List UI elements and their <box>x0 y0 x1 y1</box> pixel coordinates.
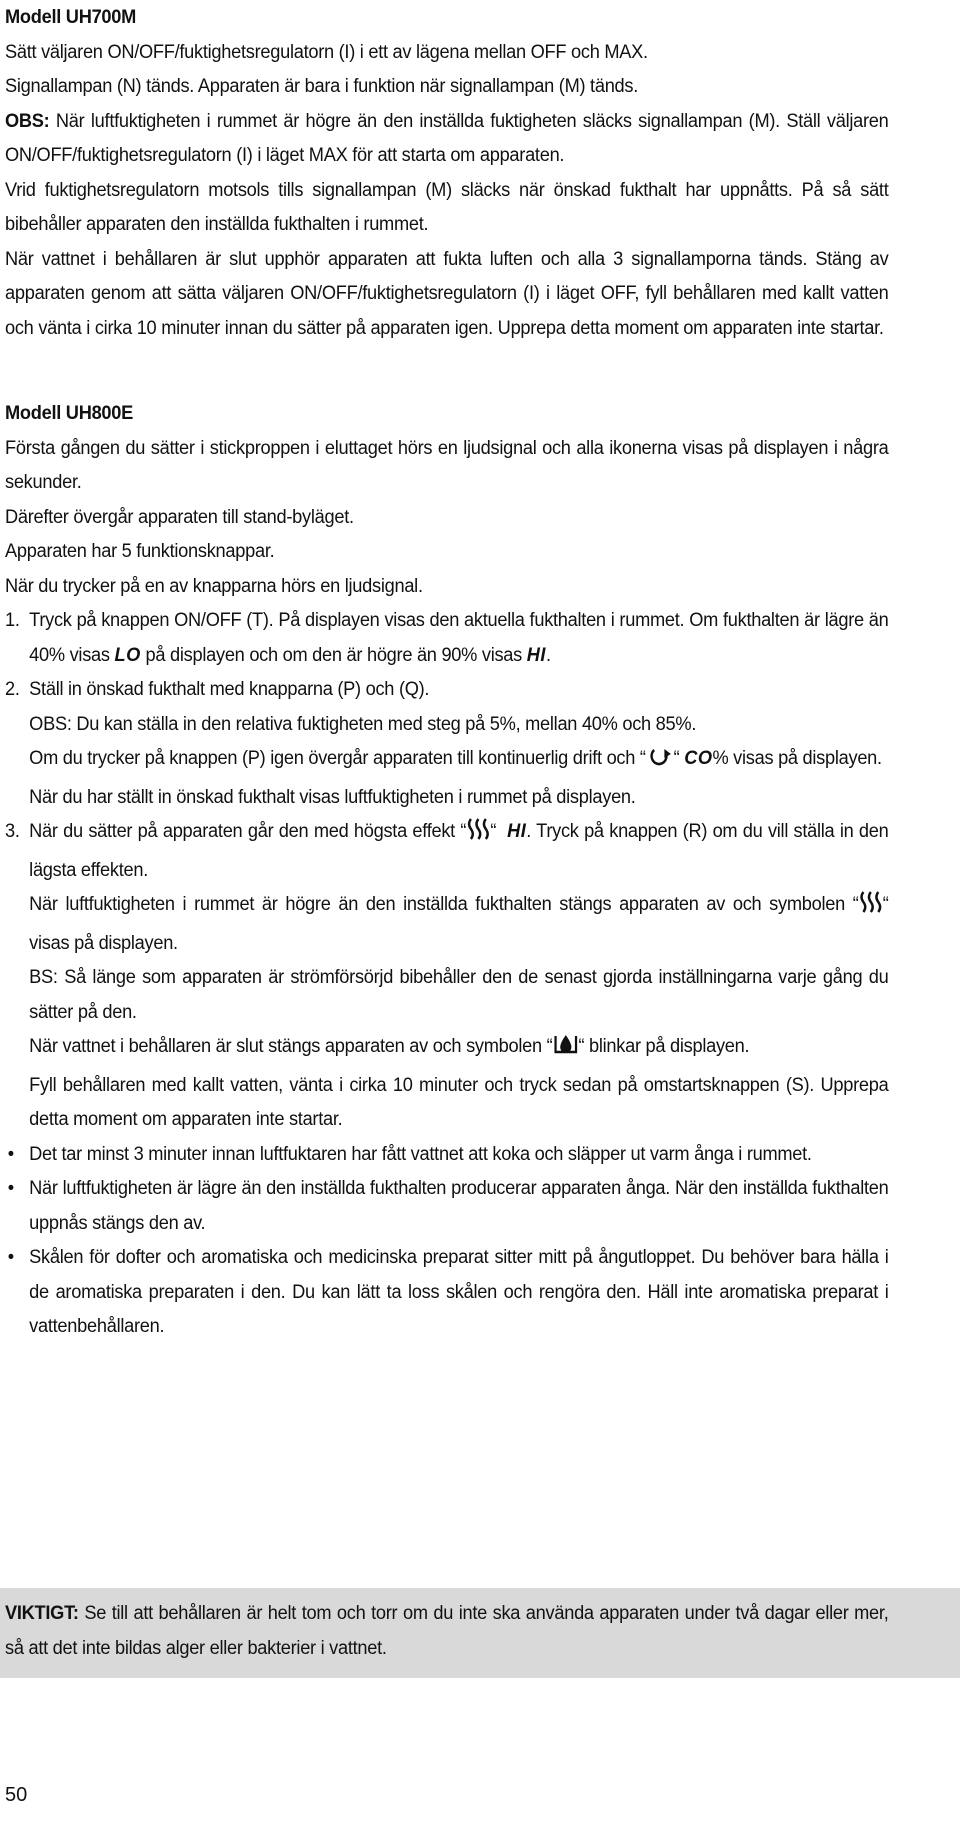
display-co-symbol: CO <box>684 747 713 769</box>
uh700m-paragraph-5: När vattnet i behållaren är slut upphör apparaten att fukta luften och alla 3 signallamporna tänds. Stäng av apparaten genom att sätta väljaren ON/OFF/fuktighetsregulatorn (I) i läget OFF, fyll behållaren med kallt vatten och vänta i cirka 10 minuter innan du sätter på apparaten igen. Upprepa detta moment om apparaten inte startar. <box>5 247 889 339</box>
uh800e-intro-4: När du trycker på en av knapparna hörs en ljudsignal. <box>5 574 423 597</box>
bullet-dot-icon: • <box>7 1142 14 1165</box>
step-3-text-h: Fyll behållaren med kallt vatten, vänta i cirka 10 minuter och tryck sedan på omstartsknappen (S). Upprepa detta moment om apparaten inte startar. <box>29 1073 889 1130</box>
bullet-text: Det tar minst 3 minuter innan luftfuktaren har fått vattnet att koka och släpper ut varm ånga i rummet. <box>29 1142 812 1165</box>
uh800e-intro-1: Första gången du sätter i stickproppen i eluttaget hörs en ljudsignal och alla ikonerna visas på displayen i några sekunder. <box>5 436 889 493</box>
step-2-text-e: När du har ställt in önskad fukthalt visas luftfuktigheten i rummet på displayen. <box>29 785 636 808</box>
warning-body: Se till att behållaren är helt tom och torr om du inte ska använda apparaten under två dagar eller mer, så att det inte bildas alger eller bakterier i vattnet. <box>5 1602 889 1659</box>
uh700m-paragraph-4: Vrid fuktighetsregulatorn motsols tills signallampan (M) släcks när önskad fukthalt har uppnåtts. På så sätt bibehåller apparaten den inställda fukthalten i rummet. <box>5 178 889 235</box>
manual-text <box>5 0 889 1344</box>
bullet-dot-icon: • <box>7 1177 14 1199</box>
list-item <box>5 1171 889 1240</box>
step-1-text-c: . <box>545 643 551 666</box>
step-3-text-e: BS: Så länge som apparaten är strömförsörjd bibehåller den de senast gjorda inställningarna varje gång du sätter på den. <box>29 966 889 1023</box>
step-3-text-d: visas på displayen. <box>29 931 178 954</box>
step-2-text-d: % visas på displayen. <box>712 747 882 769</box>
step-3-text-g: blinkar på displayen. <box>589 1035 750 1057</box>
step-3-text-a: När du sätter på apparaten går den med högsta effekt “ “ HI. Tryck på knappen (R) om du vill ställa in den lägsta effekten. <box>29 814 888 887</box>
uh700m-paragraph-1: Sätt väljaren ON/OFF/fuktighetsregulatorn (I) i ett av lägena mellan OFF och MAX. <box>5 40 648 63</box>
notes-list <box>5 1137 889 1344</box>
step-2-text-c-main: Om du trycker på knappen (P) igen övergår apparaten till kontinuerlig drift och <box>29 747 636 769</box>
note-label: OBS: <box>5 109 50 132</box>
section-uh700m <box>5 0 889 345</box>
step-2 <box>5 672 889 814</box>
warning-text <box>5 1596 889 1665</box>
heading-uh700m: Modell UH700M <box>5 6 137 28</box>
step-2-text-c: Om du trycker på knappen (P) igen övergår apparaten till kontinuerlig drift och “ “ CO% visas på displayen. <box>29 741 888 780</box>
steps-list <box>5 603 889 1137</box>
note-text: När luftfuktigheten i rummet är högre än den inställda fuktigheten släcks signallampan (M). Ställ väljaren ON/OFF/fuktighetsregulatorn (I) i läget MAX för att starta om apparaten. <box>5 109 889 166</box>
step-1-text-a: Tryck på knappen ON/OFF (T). På displayen visas den aktuella fukthalten i rummet. Om fukthalten är lägre än 40% visas <box>29 609 889 666</box>
section-spacer <box>5 345 889 396</box>
display-hi-symbol: HI <box>526 643 546 666</box>
uh800e-intro-2: Därefter övergår apparaten till stand-byläget. <box>5 505 354 528</box>
heading-uh800e: Modell UH800E <box>5 402 134 424</box>
steam-wavy-lines-icon-2 <box>859 890 883 926</box>
step-2-text-a: Ställ in önskad fukthalt med knapparna (P) och (Q). <box>29 678 430 700</box>
uh800e-intro-3: Apparaten har 5 funktionsknappar. <box>5 540 275 562</box>
warning-label: VIKTIGT: <box>5 1602 79 1624</box>
uh700m-note <box>5 104 889 173</box>
section-uh800e <box>5 396 889 1344</box>
bullet-dot-icon: • <box>7 1246 14 1268</box>
list-item <box>5 1240 889 1344</box>
step-3-text-f: När vattnet i behållaren är slut stängs apparaten av och symbolen “ “ blinkar på displayen. <box>29 1029 888 1068</box>
step-1 <box>5 603 889 672</box>
continuous-cycle-icon <box>646 745 674 780</box>
step-3-text-a-main: När du sätter på apparaten går den med högsta effekt <box>29 820 455 842</box>
step-3-text-b: . Tryck på knappen (R) om du vill ställa in den lägsta effekten. <box>29 820 889 881</box>
uh700m-paragraph-2: Signallampan (N) tänds. Apparaten är bara i funktion när signallampan (M) tänds. <box>5 75 639 97</box>
step-3-text-f-main: När vattnet i behållaren är slut stängs apparaten av och symbolen <box>29 1035 542 1057</box>
step-number: 1. <box>5 609 20 631</box>
steam-wavy-lines-icon <box>466 817 490 853</box>
bullet-text: Skålen för dofter och aromatiska och medicinska preparat sitter mitt på ångutloppet. Du behöver bara hälla i de aromatiska preparaten i den. Du kan lätt ta loss skålen och rengöra den. Häll inte aromatiska preparat i vattenbehållaren. <box>29 1246 889 1337</box>
step-3-text-c-main: När luftfuktigheten i rummet är högre än den inställda fukthalten stängs apparaten av och symbolen <box>29 893 845 915</box>
list-item <box>5 1137 889 1172</box>
step-3 <box>5 814 889 1137</box>
bullet-text: När luftfuktigheten är lägre än den inställda fukthalten producerar apparaten ånga. När den inställda fukthalten uppnås stängs den av. <box>29 1177 889 1234</box>
display-hi-symbol-3: HI <box>507 820 527 842</box>
page-number: 50 <box>5 1784 28 1806</box>
step-3-text-c: När luftfuktigheten i rummet är högre än den inställda fukthalten stängs apparaten av och symbolen “ “ visas på displayen. <box>29 887 888 960</box>
step-number: 2. <box>5 678 20 700</box>
step-1-text-b: på displayen och om den är högre än 90% visas <box>145 643 522 666</box>
warning-box <box>0 1588 960 1678</box>
water-drop-empty-icon <box>552 1032 578 1068</box>
step-2-text-b: OBS: Du kan ställa in den relativa fuktigheten med steg på 5%, mellan 40% och 85%. <box>29 712 697 735</box>
display-lo-symbol: LO <box>114 643 141 666</box>
step-number: 3. <box>5 820 20 842</box>
